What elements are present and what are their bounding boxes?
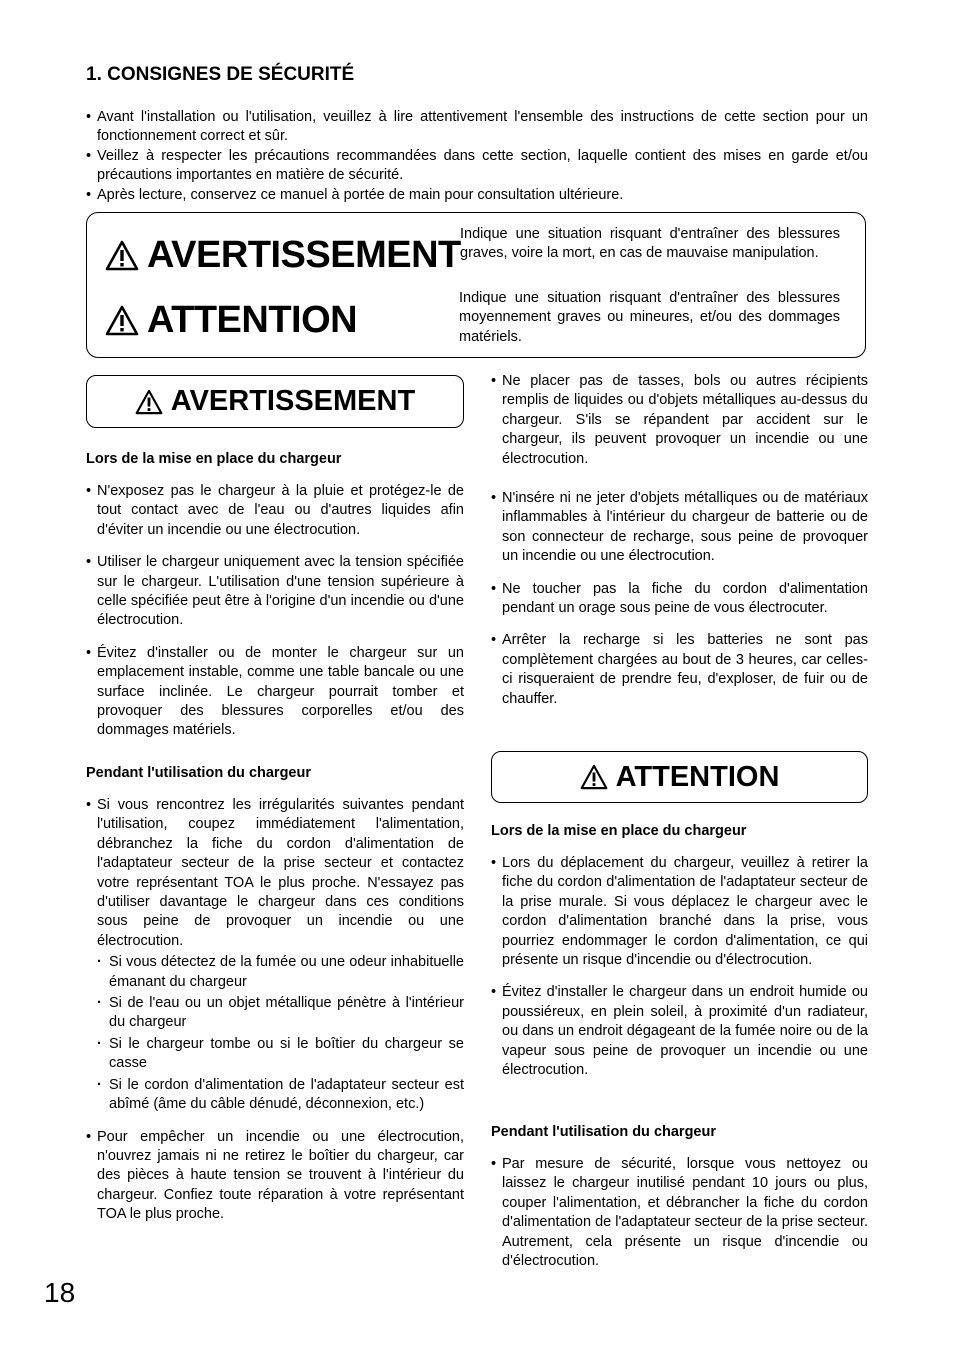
list-item: • Évitez d'installer ou de monter le chargeur sur un emplacement instable, comme une table bancale ou une surface inclinée. Le chargeur pourrait tomber et provoquer des blessures corporelles et/ou des dommages matériels.: [86, 644, 464, 741]
page-number: 18: [44, 1277, 76, 1308]
sub-list-item: · Si de l'eau ou un objet métallique pénètre à l'intérieur du chargeur: [86, 994, 464, 1033]
list-item: • N'exposez pas le chargeur à la pluie et protégez-le de tout contact avec de l'eau ou d'autres liquides afin d'éviter un incendie ou une électrocution.: [86, 482, 464, 540]
intro-list: [86, 108, 868, 205]
list-item: • Si vous rencontrez les irrégularités suivantes pendant l'utilisation, coupez immédiatement l'alimentation, débranchez la fiche du cordon d'alimentation de l'adaptateur secteur de la prise secteur et contactez votre représentant TOA le plus proche. N'essayez pas d'utiliser davantage le chargeur dans ces conditions sous peine de provoquer un incendie ou une électrocution.: [86, 796, 464, 951]
hazard-legend-box: [86, 212, 866, 358]
list-item: • Utiliser le chargeur uniquement avec la tension spécifiée sur le chargeur. L'utilisation d'une tension supérieure à celle spécifiée peut être à l'origine d'un incendie ou d'une électrocution.: [86, 553, 464, 631]
warning-triangle-icon: [105, 240, 139, 271]
warning-use-section: [86, 764, 464, 1225]
legend-warning-desc: Indique une situation risquant d'entraîner des blessures graves, voire la mort, en cas de mauvaise manipulation.: [460, 226, 840, 262]
section-title: 1. CONSIGNES DE SÉCURITÉ: [86, 64, 355, 85]
list-item: • Ne toucher pas la fiche du cordon d'alimentation pendant un orage sous peine de vous électrocuter.: [491, 580, 868, 619]
warning-header: AVERTISSEMENT: [86, 375, 464, 428]
warning-triangle-icon: [135, 389, 163, 415]
intro-item: • Veillez à respecter les précautions recommandées dans cette section, laquelle contient des mises en garde et/ou précautions importantes en matière de sécurité.: [86, 147, 868, 186]
sub-list-item: · Si le chargeur tombe ou si le boîtier du chargeur se casse: [86, 1035, 464, 1074]
list-item: • N'insére ni ne jeter d'objets métalliques ou de matériaux inflammables à l'intérieur du chargeur de batterie ou de son connecteur de recharge, sous peine de provoquer un incendie ou une électrocution.: [491, 489, 868, 567]
list-item: • Lors du déplacement du chargeur, veuillez à retirer la fiche du cordon d'alimentation de l'adaptateur secteur de la prise murale. Si vous déplacez le chargeur avec le cordon d'alimentation branché dans la prise, vous pourriez endommager le cordon d'alimentation, ce qui présente un risque d'incendie ou d'électrocution.: [491, 854, 868, 970]
warning-right-items: [491, 372, 868, 709]
warning-install-section: [86, 450, 464, 741]
intro-item: • Après lecture, conservez ce manuel à portée de main pour consultation ultérieure.: [86, 186, 868, 205]
caution-use-section: [491, 1123, 868, 1271]
list-item: • Par mesure de sécurité, lorsque vous nettoyez ou laissez le chargeur inutilisé pendant 10 jours ou plus, couper l'alimentation, et débrancher la fiche du cordon d'alimentation de l'adaptateur secteur de la prise secteur. Autrement, cela présente un risque d'incendie ou d'électrocution.: [491, 1155, 868, 1271]
legend-caution-desc: Indique une situation risquant d'entraîner des blessures moyennement graves ou mineures, et/ou des dommages matériels.: [459, 290, 840, 345]
caution-header: ATTENTION: [491, 751, 868, 803]
caution-install-section: [491, 822, 868, 1080]
intro-item: • Avant l'installation ou l'utilisation, veuillez à lire attentivement l'ensemble des instructions de cette section pour un fonctionnement correct et sûr.: [86, 108, 868, 147]
warning-triangle-icon: [105, 305, 139, 336]
list-item: • Pour empêcher un incendie ou une électrocution, n'ouvrez jamais ni ne retirez le boîtier du chargeur, car des pièces à haute tension se trouvent à l'intérieur du chargeur. Confiez toute réparation à votre représentant TOA le plus proche.: [86, 1128, 464, 1225]
subsection-title: Pendant l'utilisation du chargeur: [86, 765, 311, 781]
subsection-title: Lors de la mise en place du chargeur: [491, 823, 747, 839]
list-item: • Évitez d'installer le chargeur dans un endroit humide ou poussiéreux, en plein soleil, à proximité d'un radiateur, ou dans un endroit dégageant de la fumée noire ou de la vapeur sous peine de provoquer un incendie ou une électrocution.: [491, 983, 868, 1080]
sub-list-item: · Si vous détectez de la fumée ou une odeur inhabituelle émanant du chargeur: [86, 953, 464, 992]
list-item: • Ne placer pas de tasses, bols ou autres récipients remplis de liquides ou d'objets métalliques au-dessus du chargeur. S'ils se répandent par accident sur le chargeur, ils peuvent provoquer un incendie ou une électrocution.: [491, 372, 868, 469]
list-item: • Arrêter la recharge si les batteries ne sont pas complètement chargées au bout de 3 heures, car celles-ci risqueraient de prendre feu, d'exploser, de fuir ou de chauffer.: [491, 631, 868, 709]
legend-caution-label: ATTENTION: [105, 300, 357, 340]
legend-warning-label: AVERTISSEMENT: [105, 235, 461, 275]
subsection-title: Pendant l'utilisation du chargeur: [491, 1124, 716, 1140]
subsection-title: Lors de la mise en place du chargeur: [86, 451, 342, 467]
warning-triangle-icon: [580, 764, 608, 790]
sub-list-item: · Si le cordon d'alimentation de l'adaptateur secteur est abîmé (âme du câble dénudé, déconnexion, etc.): [86, 1076, 464, 1115]
